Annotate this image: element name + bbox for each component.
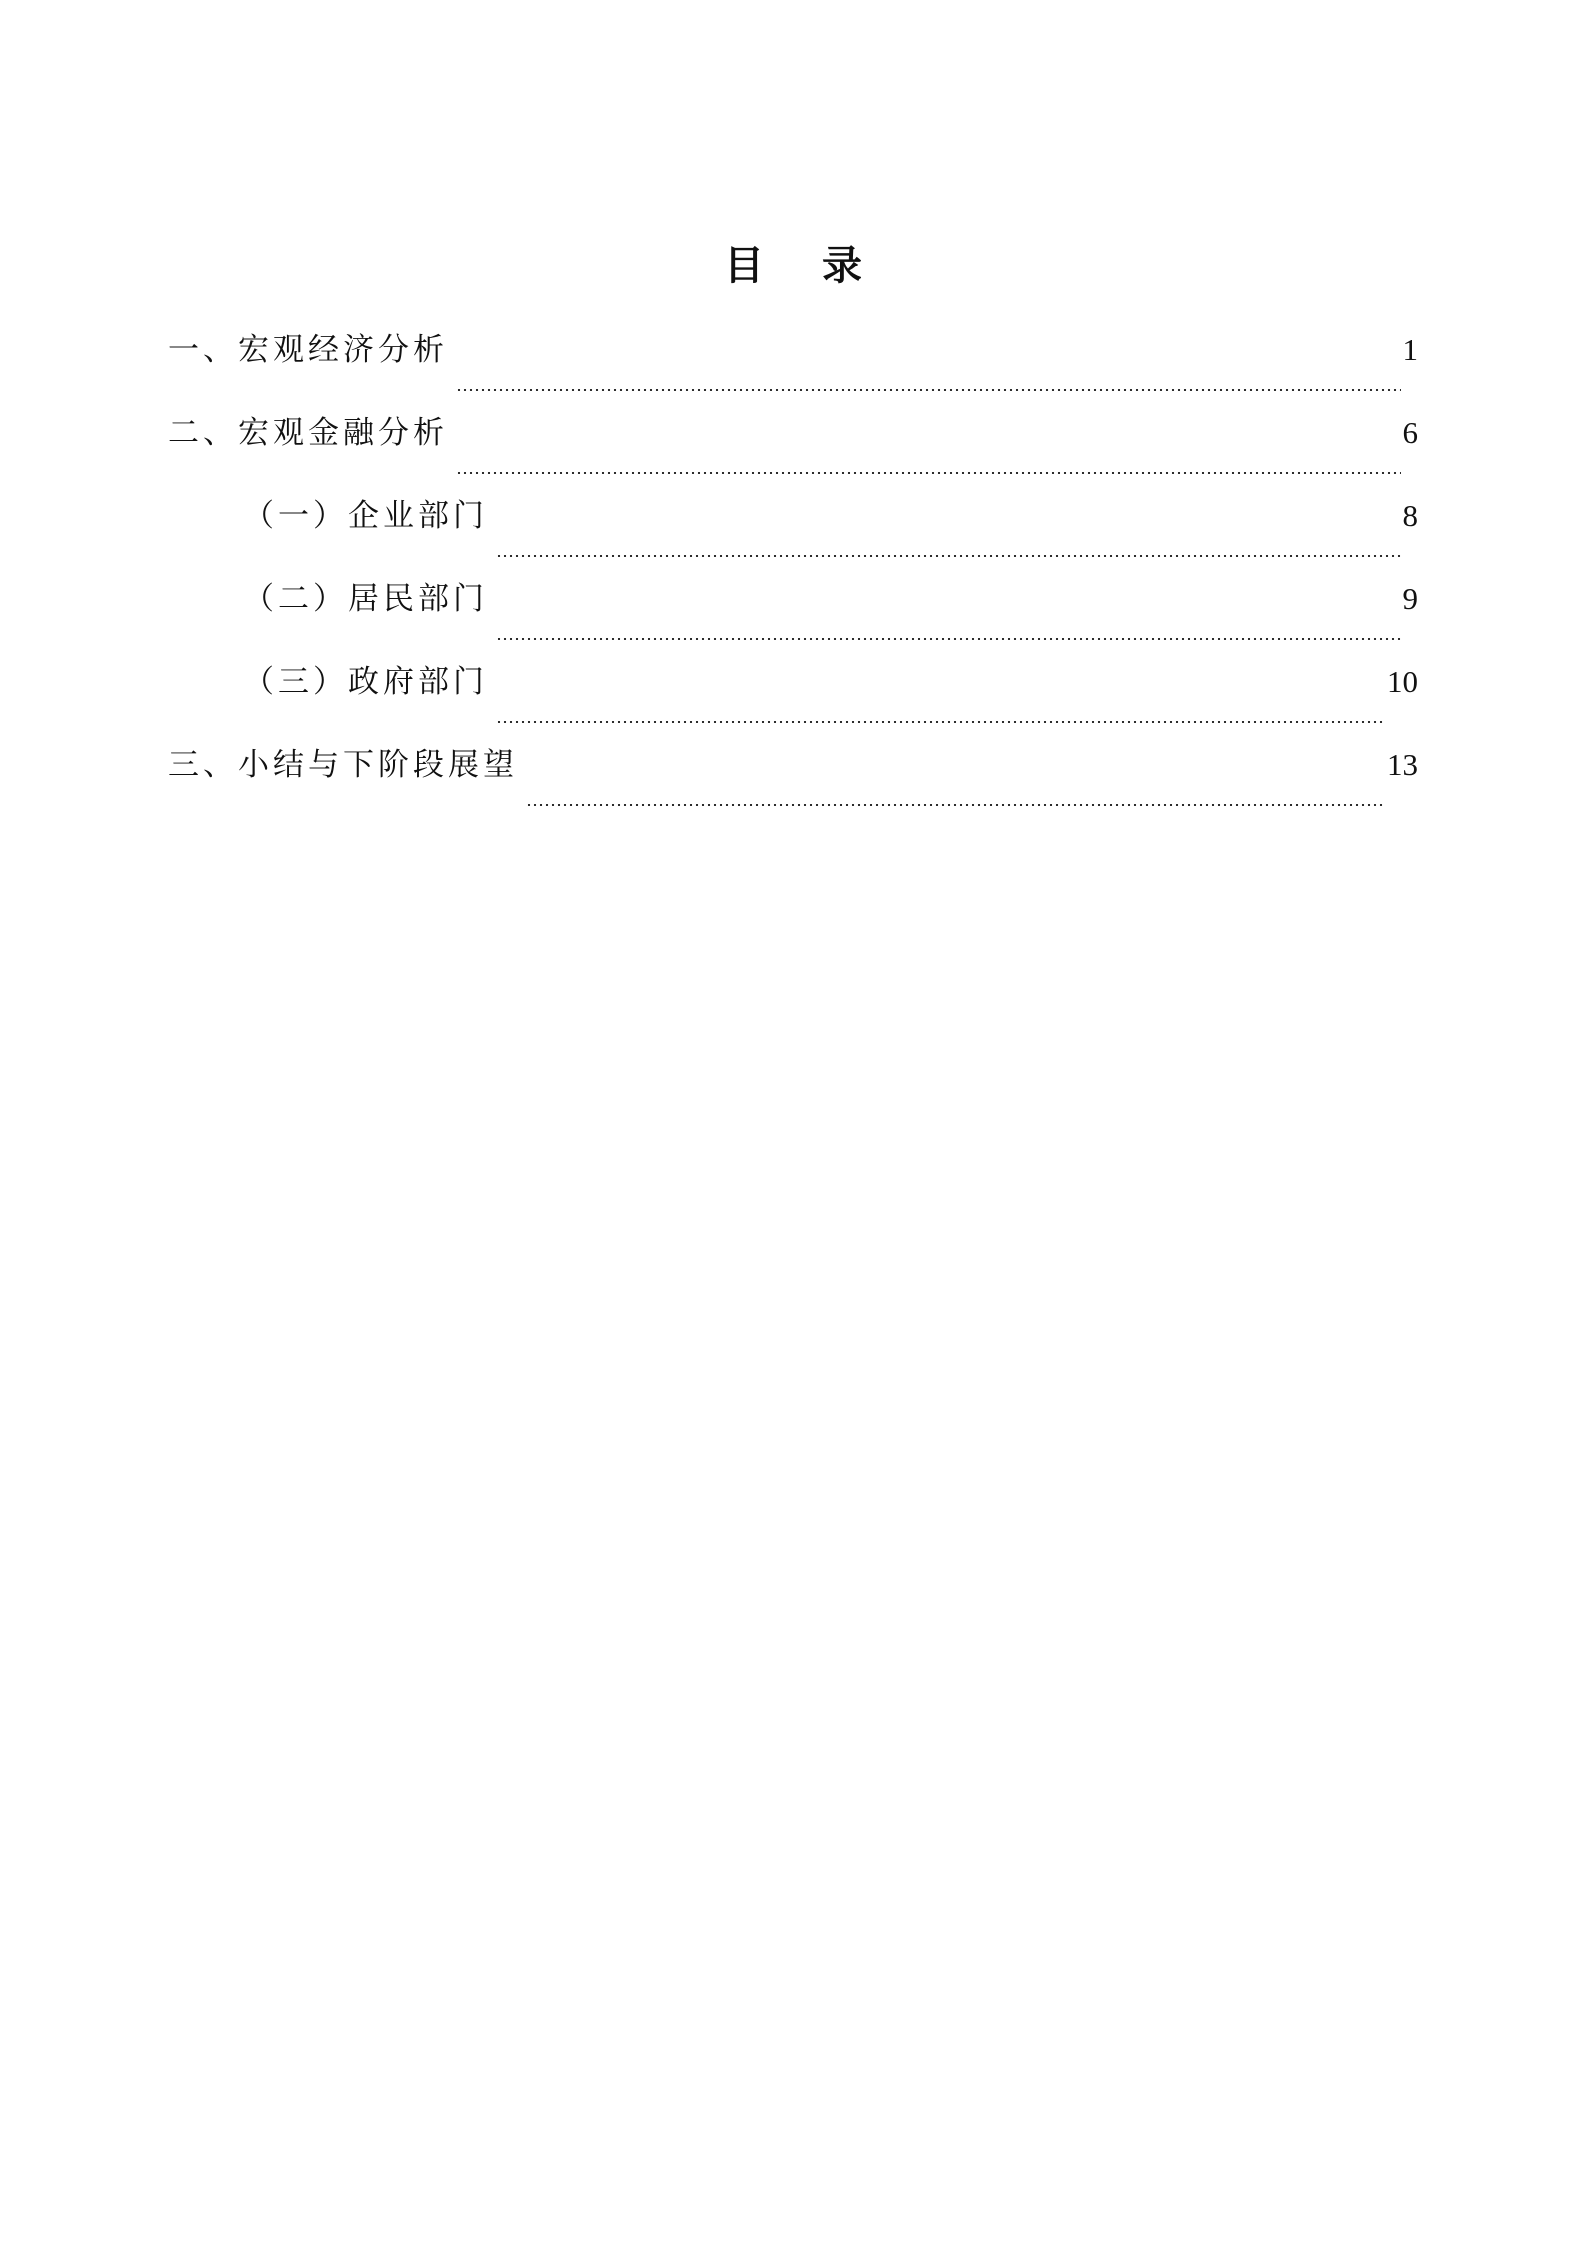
toc-entry-label: （三）政府部门	[243, 664, 488, 700]
toc-entry-label: 三、小结与下阶段展望	[168, 747, 518, 783]
toc-page-number: 6	[1402, 415, 1418, 450]
toc-entry-summary-outlook[interactable]	[168, 737, 1418, 820]
toc-dot-leader	[526, 804, 1385, 806]
toc-dot-leader	[496, 638, 1401, 640]
toc-entry-macro-economy[interactable]	[168, 322, 1418, 405]
toc-entry-label: （二）居民部门	[243, 581, 488, 617]
toc-entry-enterprise-sector[interactable]	[168, 488, 1418, 571]
toc-entry-label: 一、宏观经济分析	[168, 332, 448, 368]
toc-page-number: 9	[1402, 581, 1418, 616]
toc-entry-label: （一）企业部门	[243, 498, 488, 534]
toc-entry-label: 二、宏观金融分析	[168, 415, 448, 451]
toc-entry-government-sector[interactable]	[168, 654, 1418, 737]
toc-entry-household-sector[interactable]	[168, 571, 1418, 654]
toc-dot-leader	[496, 721, 1385, 723]
table-of-contents	[168, 322, 1418, 820]
toc-entry-macro-finance[interactable]	[168, 405, 1418, 488]
toc-page-number: 13	[1387, 747, 1418, 782]
toc-page-number: 1	[1402, 332, 1418, 367]
toc-dot-leader	[456, 472, 1401, 474]
toc-page-number: 8	[1402, 498, 1418, 533]
toc-page-number: 10	[1387, 664, 1418, 699]
toc-dot-leader	[496, 555, 1401, 557]
toc-title: 目 录	[724, 243, 884, 289]
toc-dot-leader	[456, 389, 1401, 391]
